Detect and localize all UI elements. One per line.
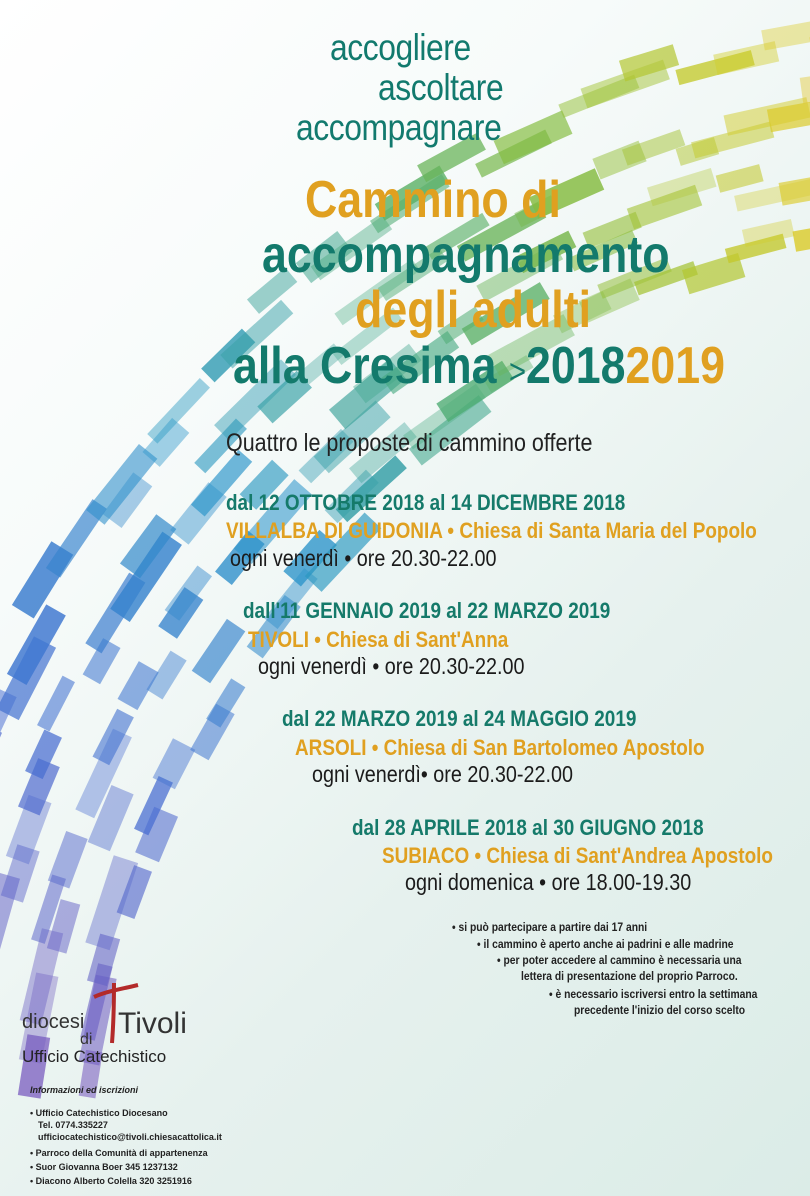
- intro-text: Quattro le proposte di cammino offerte: [226, 429, 593, 457]
- info-phone: Tel. 0774.335227: [38, 1120, 108, 1130]
- title-cresima: alla Cresima: [233, 337, 497, 395]
- note-3b: lettera di presentazione del proprio Parroco.: [521, 969, 738, 983]
- session-1-schedule: ogni venerdì • ore 20.30-22.00: [230, 545, 497, 571]
- session-4-place: SUBIACO • Chiesa di Sant'Andrea Apostolo: [382, 843, 773, 868]
- note-2: • il cammino è aperto anche ai padrini e alle madrine: [477, 937, 734, 951]
- session-2-place: TIVOLI • Chiesa di Sant'Anna: [248, 627, 509, 652]
- note-3a: • per poter accedere al cammino è necessaria una: [497, 953, 742, 967]
- motto-line-3: accompagnare: [296, 107, 502, 148]
- logo-office: Ufficio Catechistico: [22, 1047, 167, 1066]
- session-1-place: VILLALBA DI GUIDONIA • Chiesa di Santa Maria del Popolo: [226, 518, 757, 543]
- info-line-1: • Ufficio Catechistico Diocesano: [30, 1108, 168, 1118]
- session-4-dates: dal 28 APRILE 2018 al 30 GIUGNO 2018: [352, 815, 704, 840]
- session-2-schedule: ogni venerdì • ore 20.30-22.00: [258, 653, 525, 679]
- logo-di: di: [80, 1031, 93, 1048]
- note-1: • si può partecipare a partire dai 17 anni: [452, 920, 648, 934]
- session-3-place: ARSOLI • Chiesa di San Bartolomeo Apostolo: [295, 735, 705, 760]
- title-arrow: >: [508, 353, 527, 391]
- info-line-suor: • Suor Giovanna Boer 345 1237132: [30, 1162, 178, 1172]
- title-line-2: accompagnamento: [262, 226, 670, 284]
- session-3-schedule: ogni venerdì• ore 20.30-22.00: [312, 761, 573, 787]
- year-2019: 2019: [625, 337, 726, 395]
- info-email: ufficiocatechistico@tivoli.chiesacattolica.it: [38, 1132, 222, 1142]
- session-2-dates: dall'11 GENNAIO 2019 al 22 MARZO 2019: [243, 598, 611, 623]
- motto-line-2: ascoltare: [378, 67, 504, 108]
- title-line-4: [233, 338, 805, 400]
- diocese-logo: [22, 975, 202, 1070]
- year-2018: 2018: [526, 337, 626, 395]
- title-line-1: Cammino di: [305, 171, 561, 229]
- note-4b: precedente l'inizio del corso scelto: [574, 1003, 746, 1017]
- info-heading: Informazioni ed iscrizioni: [30, 1085, 139, 1095]
- info-line-parroco: • Parroco della Comunità di appartenenza: [30, 1148, 208, 1158]
- session-4-schedule: ogni domenica • ore 18.00-19.30: [405, 869, 692, 895]
- session-3-dates: dal 22 MARZO 2019 al 24 MAGGIO 2019: [282, 706, 637, 731]
- logo-tivoli: Tivoli: [118, 1007, 187, 1040]
- title-line-3: degli adulti: [355, 281, 592, 339]
- note-4a: • è necessario iscriversi entro la settimana: [549, 987, 758, 1001]
- logo-diocesi: diocesi: [22, 1011, 85, 1033]
- motto-line-1: accogliere: [330, 27, 471, 68]
- info-line-diacono: • Diacono Alberto Colella 320 3251916: [30, 1176, 192, 1186]
- session-1-dates: dal 12 OTTOBRE 2018 al 14 DICEMBRE 2018: [226, 490, 626, 515]
